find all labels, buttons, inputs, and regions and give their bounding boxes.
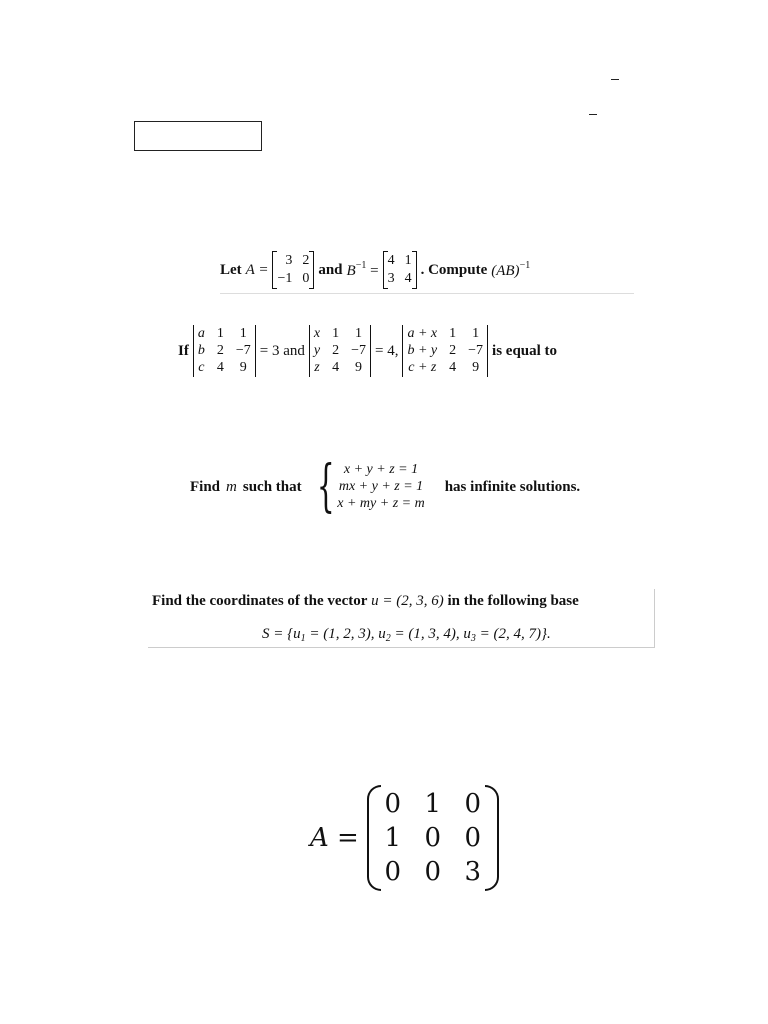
- and-label: and: [318, 261, 343, 278]
- determinant-2: x 1 1 y 2 −7 z 4 9: [309, 325, 371, 377]
- matrix-a-label: A =: [310, 823, 359, 853]
- corner-mark-1: [611, 79, 619, 80]
- equals-4: = 4,: [375, 342, 399, 359]
- m-variable: m: [226, 478, 237, 495]
- matrix-cell: 1: [404, 253, 412, 268]
- matrix-cell: 3: [285, 253, 293, 268]
- equals-3-and: = 3 and: [259, 342, 305, 359]
- matrix-cell: 4: [404, 271, 412, 286]
- matrix-cell: 3: [387, 271, 395, 286]
- coordinates-line-1: Find the coordinates of the vector u = (2, 3, 6) in the following base: [152, 593, 579, 609]
- matrix-a-display: [310, 788, 520, 888]
- such-that-label: such that: [242, 478, 302, 495]
- matrix-cell: 4: [387, 253, 395, 268]
- matrix-b-inverse: [383, 251, 417, 289]
- if-label: If: [178, 342, 189, 359]
- find-label: Find: [190, 478, 221, 495]
- matrix-cell: 2: [302, 253, 310, 268]
- ab-inverse: (AB)$^{-1}$: [491, 260, 531, 279]
- matrix-cell: 0: [384, 857, 402, 887]
- matrix-cell: −1: [277, 271, 293, 286]
- a-label: A =: [245, 261, 269, 278]
- problem-coordinates: [148, 589, 655, 648]
- matrix-cell: 3: [464, 857, 482, 887]
- determinant-1: a 1 1 b 2 −7 c 4 9: [193, 325, 256, 377]
- let-label: Let: [220, 261, 242, 278]
- determinant-3: a + x 1 1 b + y 2 −7 c + z 4 9: [402, 325, 488, 377]
- matrix-cell: 1: [384, 823, 402, 853]
- problem-determinant: [178, 320, 658, 382]
- equation-system: [308, 454, 425, 519]
- matrix-cell: 0: [424, 823, 442, 853]
- equation-line: x + my + z = m: [337, 496, 425, 511]
- brace-icon: {: [316, 454, 335, 519]
- corner-mark-2: [589, 114, 597, 115]
- matrix-a-3x3: [367, 785, 499, 891]
- matrix-cell: 0: [302, 271, 310, 286]
- coordinates-basis: $S = \{u_1 = (1$, 2, 3), $u_2 = (1$, 3, 4), $u_3 = (2$, 4, 7)}.: [262, 626, 551, 644]
- is-equal-to-label: is equal to: [492, 342, 558, 359]
- matrix-cell: 0: [464, 823, 482, 853]
- compute-label: . Compute: [420, 261, 488, 278]
- problem-linear-system: [190, 456, 630, 518]
- equation-line: mx + y + z = 1: [338, 479, 424, 494]
- b-inverse-label: $B^{-1}$ =: [346, 260, 379, 279]
- problem-inverse-product: [220, 247, 634, 294]
- infinite-solutions-label: has infinite solutions.: [444, 478, 581, 495]
- matrix-cell: 0: [384, 789, 402, 819]
- matrix-cell: 0: [464, 789, 482, 819]
- equation-line: x + y + z = 1: [343, 462, 419, 477]
- matrix-cell: 0: [424, 857, 442, 887]
- name-box[interactable]: [134, 121, 262, 151]
- matrix-cell: 1: [424, 789, 442, 819]
- matrix-a: [272, 251, 314, 289]
